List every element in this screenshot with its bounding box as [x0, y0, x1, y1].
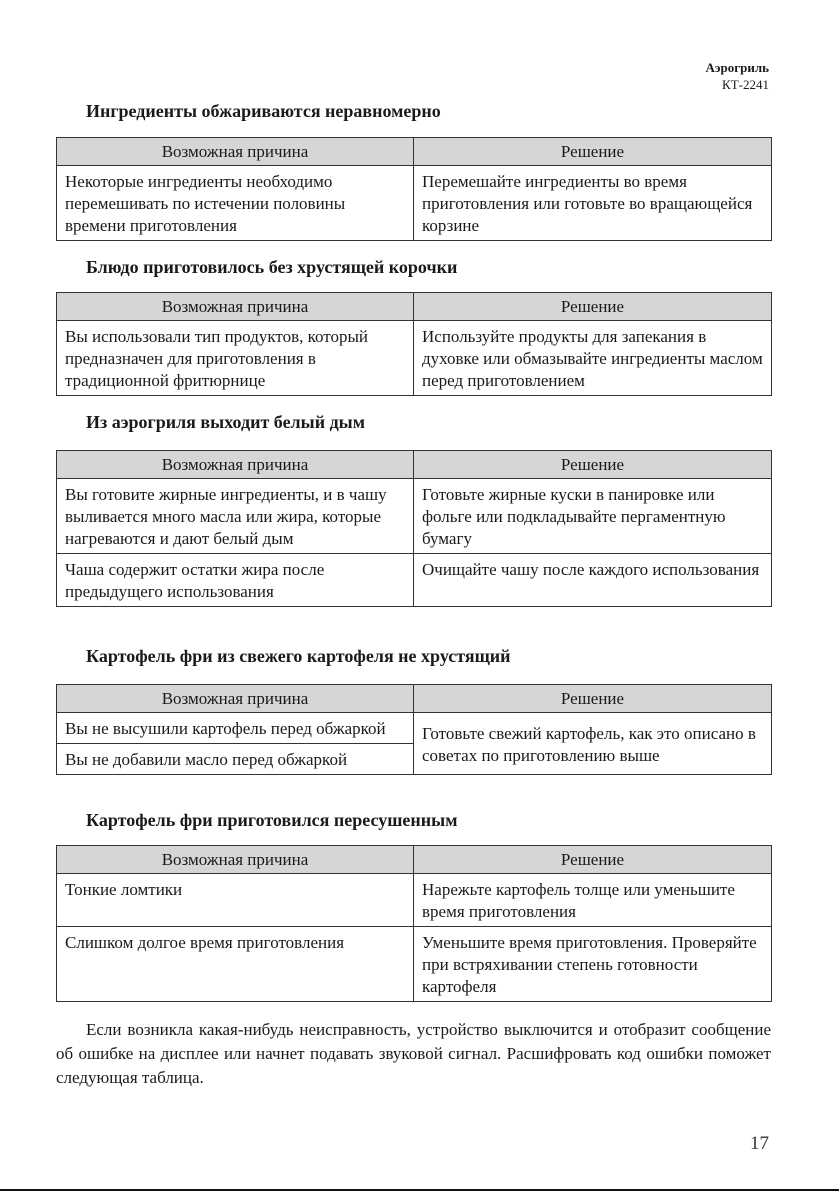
- solution-cell: Нарежьте картофель толще или уменьшите время приготовления: [414, 874, 772, 927]
- troubleshooting-table: [56, 137, 772, 241]
- cause-cell: Вы готовите жирные ингредиенты, и в чашу выливается много масла или жира, которые нагреваются и дают белый дым: [57, 479, 414, 554]
- solution-cell: Готовьте жирные куски в панировке или фольге или подкладывайте пергаментную бумагу: [414, 479, 772, 554]
- solution-cell: Перемешайте ингредиенты во время приготовления или готовьте во вращающейся корзине: [414, 166, 772, 241]
- table-row: [57, 927, 772, 1002]
- section-title: Ингредиенты обжариваются неравномерно: [86, 101, 441, 121]
- section-title: Блюдо приготовилось без хрустящей корочки: [86, 257, 458, 277]
- section-title: Картофель фри приготовился пересушенным: [86, 810, 458, 830]
- column-header-cause: Возможная причина: [57, 846, 414, 874]
- column-header-solution: Решение: [414, 685, 772, 713]
- page-header: [705, 59, 769, 93]
- body-paragraph: Если возникла какая-нибудь неисправность, устройство выключится и отобразит сообщение об ошибке на дисплее или начнет подавать звуковой сигнал. Расшифровать код ошибки поможет следующая таблица.: [56, 1020, 771, 1087]
- cause-cell: Вы не высушили картофель перед обжаркой: [57, 713, 414, 744]
- table-row: [57, 874, 772, 927]
- column-header-cause: Возможная причина: [57, 293, 414, 321]
- table-row: [57, 321, 772, 396]
- cause-cell: Слишком долгое время приготовления: [57, 927, 414, 1002]
- cause-cell: Чаша содержит остатки жира после предыдущего использования: [57, 554, 414, 607]
- solution-cell: Очищайте чашу после каждого использования: [414, 554, 772, 607]
- brand-name: Аэрогриль: [705, 60, 769, 75]
- page-number: 17: [750, 1133, 769, 1154]
- cause-cell: Тонкие ломтики: [57, 874, 414, 927]
- solution-cell: Уменьшите время приготовления. Проверяйте при встряхивании степень готовности картофеля: [414, 927, 772, 1002]
- column-header-solution: Решение: [414, 846, 772, 874]
- cause-cell: Вы использовали тип продуктов, который предназначен для приготовления в традиционной фритюрнице: [57, 321, 414, 396]
- table-row: [57, 479, 772, 554]
- column-header-cause: Возможная причина: [57, 451, 414, 479]
- troubleshooting-table: [56, 684, 772, 775]
- cause-cell: Некоторые ингредиенты необходимо перемешивать по истечении половины времени приготовления: [57, 166, 414, 241]
- troubleshooting-table: [56, 845, 772, 1002]
- table-header-row: [57, 138, 772, 166]
- column-header-cause: Возможная причина: [57, 685, 414, 713]
- troubleshooting-table: [56, 450, 772, 607]
- table-header-row: [57, 451, 772, 479]
- column-header-solution: Решение: [414, 451, 772, 479]
- column-header-solution: Решение: [414, 138, 772, 166]
- shared-solution-cell: Готовьте свежий картофель, как это описано в советах по приготовлению выше: [414, 713, 772, 775]
- section-title: Из аэрогриля выходит белый дым: [86, 412, 365, 432]
- section-title: Картофель фри из свежего картофеля не хрустящий: [86, 646, 511, 666]
- table-row: [57, 713, 772, 744]
- solution-cell: Используйте продукты для запекания в духовке или обмазывайте ингредиенты маслом перед приготовлением: [414, 321, 772, 396]
- table-header-row: [57, 846, 772, 874]
- cause-cell: Вы не добавили масло перед обжаркой: [57, 744, 414, 775]
- column-header-solution: Решение: [414, 293, 772, 321]
- table-header-row: [57, 293, 772, 321]
- bottom-rule: [0, 1189, 839, 1191]
- table-header-row: [57, 685, 772, 713]
- table-row: [57, 554, 772, 607]
- troubleshooting-table: [56, 292, 772, 396]
- column-header-cause: Возможная причина: [57, 138, 414, 166]
- model-number: КТ-2241: [722, 77, 769, 92]
- table-row: [57, 166, 772, 241]
